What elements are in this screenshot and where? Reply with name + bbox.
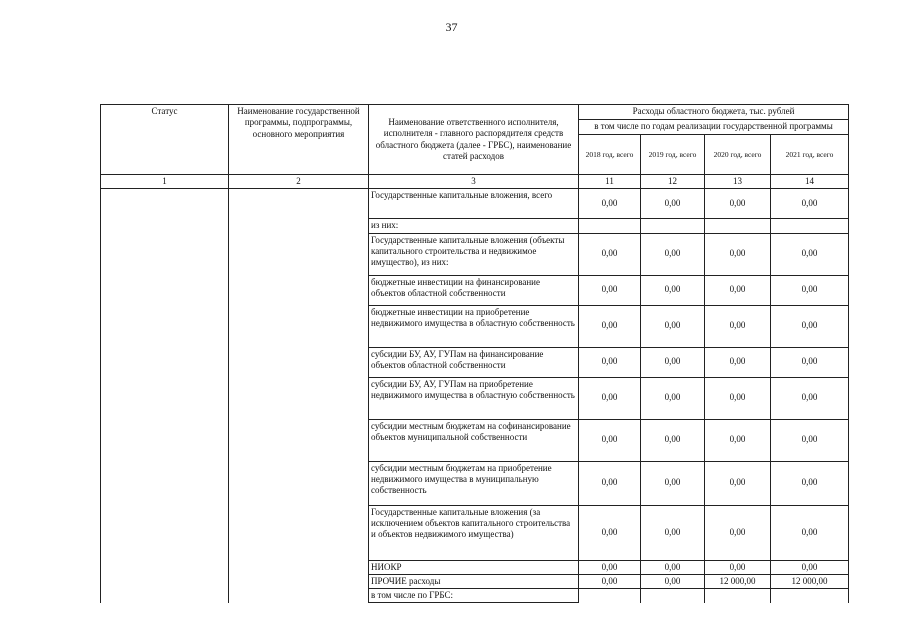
value-2019: 0,00	[641, 461, 705, 505]
value-2019: 0,00	[641, 560, 705, 574]
value-2020: 0,00	[705, 377, 771, 419]
value-2018: 0,00	[579, 574, 641, 588]
value-2020: 0,00	[705, 189, 771, 219]
value-2018	[579, 589, 641, 603]
expense-item-name: ПРОЧИЕ расходы	[369, 574, 579, 588]
column-number: 14	[771, 175, 849, 189]
header-by-years: в том числе по годам реализации государственной программы	[579, 120, 849, 135]
header-program: Наименование государственной программы, подпрограммы, основного мероприятия	[229, 105, 369, 175]
value-2019	[641, 589, 705, 603]
column-number: 12	[641, 175, 705, 189]
value-2018: 0,00	[579, 189, 641, 219]
expense-item-name: бюджетные инвестиции на финансирование объектов областной собственности	[369, 275, 579, 305]
value-2021: 0,00	[771, 275, 849, 305]
expense-item-name: Государственные капитальные вложения (объекты капитального строительства и недвижимое имущество), из них:	[369, 233, 579, 275]
value-2021: 0,00	[771, 419, 849, 461]
value-2018: 0,00	[579, 377, 641, 419]
expense-item-name: субсидии БУ, АУ, ГУПам на финансирование объектов областной собственности	[369, 347, 579, 377]
expense-item-name: субсидии местным бюджетам на приобретение недвижимого имущества в муниципальную собственность	[369, 461, 579, 505]
header-status: Статус	[101, 105, 229, 175]
value-2020	[705, 219, 771, 233]
value-2018: 0,00	[579, 275, 641, 305]
expense-item-name: Государственные капитальные вложения (за исключением объектов капитального строительства и объектов недвижимого имущества)	[369, 505, 579, 560]
value-2020: 0,00	[705, 305, 771, 347]
column-number: 3	[369, 175, 579, 189]
value-2019	[641, 219, 705, 233]
header-year: 2018 год, всего	[579, 135, 641, 175]
value-2019: 0,00	[641, 574, 705, 588]
expense-item-name: Государственные капитальные вложения, всего	[369, 189, 579, 219]
value-2020: 0,00	[705, 505, 771, 560]
expense-item-name: из них:	[369, 219, 579, 233]
expense-item-name: субсидии БУ, АУ, ГУПам на приобретение недвижимого имущества в областную собственность	[369, 377, 579, 419]
value-2020: 0,00	[705, 560, 771, 574]
value-2018: 0,00	[579, 419, 641, 461]
value-2020: 0,00	[705, 275, 771, 305]
table-row	[101, 189, 849, 219]
value-2021: 0,00	[771, 189, 849, 219]
value-2019: 0,00	[641, 305, 705, 347]
header-year: 2020 год, всего	[705, 135, 771, 175]
value-2021	[771, 219, 849, 233]
expense-item-name: бюджетные инвестиции на приобретение недвижимого имущества в областную собственность	[369, 305, 579, 347]
value-2019: 0,00	[641, 419, 705, 461]
value-2020	[705, 589, 771, 603]
value-2019: 0,00	[641, 377, 705, 419]
value-2019: 0,00	[641, 505, 705, 560]
expense-item-name: в том числе по ГРБС:	[369, 589, 579, 603]
value-2021: 0,00	[771, 233, 849, 275]
expense-item-name: НИОКР	[369, 560, 579, 574]
value-2019: 0,00	[641, 189, 705, 219]
value-2019: 0,00	[641, 233, 705, 275]
value-2018: 0,00	[579, 505, 641, 560]
value-2018: 0,00	[579, 560, 641, 574]
budget-table	[100, 104, 849, 603]
value-2020: 0,00	[705, 347, 771, 377]
value-2021: 0,00	[771, 461, 849, 505]
value-2019: 0,00	[641, 275, 705, 305]
value-2020: 0,00	[705, 233, 771, 275]
value-2021: 0,00	[771, 305, 849, 347]
value-2021: 0,00	[771, 347, 849, 377]
value-2020: 0,00	[705, 419, 771, 461]
expense-item-name: субсидии местным бюджетам на софинансирование объектов муниципальной собственности	[369, 419, 579, 461]
value-2020: 12 000,00	[705, 574, 771, 588]
value-2021: 12 000,00	[771, 574, 849, 588]
budget-table-container	[100, 104, 848, 600]
value-2021: 0,00	[771, 377, 849, 419]
column-number: 2	[229, 175, 369, 189]
value-2018: 0,00	[579, 233, 641, 275]
header-year: 2019 год, всего	[641, 135, 705, 175]
page-number: 37	[445, 20, 458, 34]
value-2018: 0,00	[579, 305, 641, 347]
value-2018: 0,00	[579, 461, 641, 505]
column-number: 1	[101, 175, 229, 189]
value-2021: 0,00	[771, 505, 849, 560]
header-executor: Наименование ответственного исполнителя, исполнителя - главного распорядителя средств областного бюджета (далее - ГРБС), наименование статей расходов	[369, 105, 579, 175]
value-2021	[771, 589, 849, 603]
program-cell	[229, 189, 369, 603]
column-number: 13	[705, 175, 771, 189]
value-2019: 0,00	[641, 347, 705, 377]
value-2018: 0,00	[579, 347, 641, 377]
value-2020: 0,00	[705, 461, 771, 505]
value-2018	[579, 219, 641, 233]
column-number: 11	[579, 175, 641, 189]
header-expenses: Расходы областного бюджета, тыс. рублей	[579, 105, 849, 120]
status-cell	[101, 189, 229, 603]
header-year: 2021 год, всего	[771, 135, 849, 175]
value-2021: 0,00	[771, 560, 849, 574]
